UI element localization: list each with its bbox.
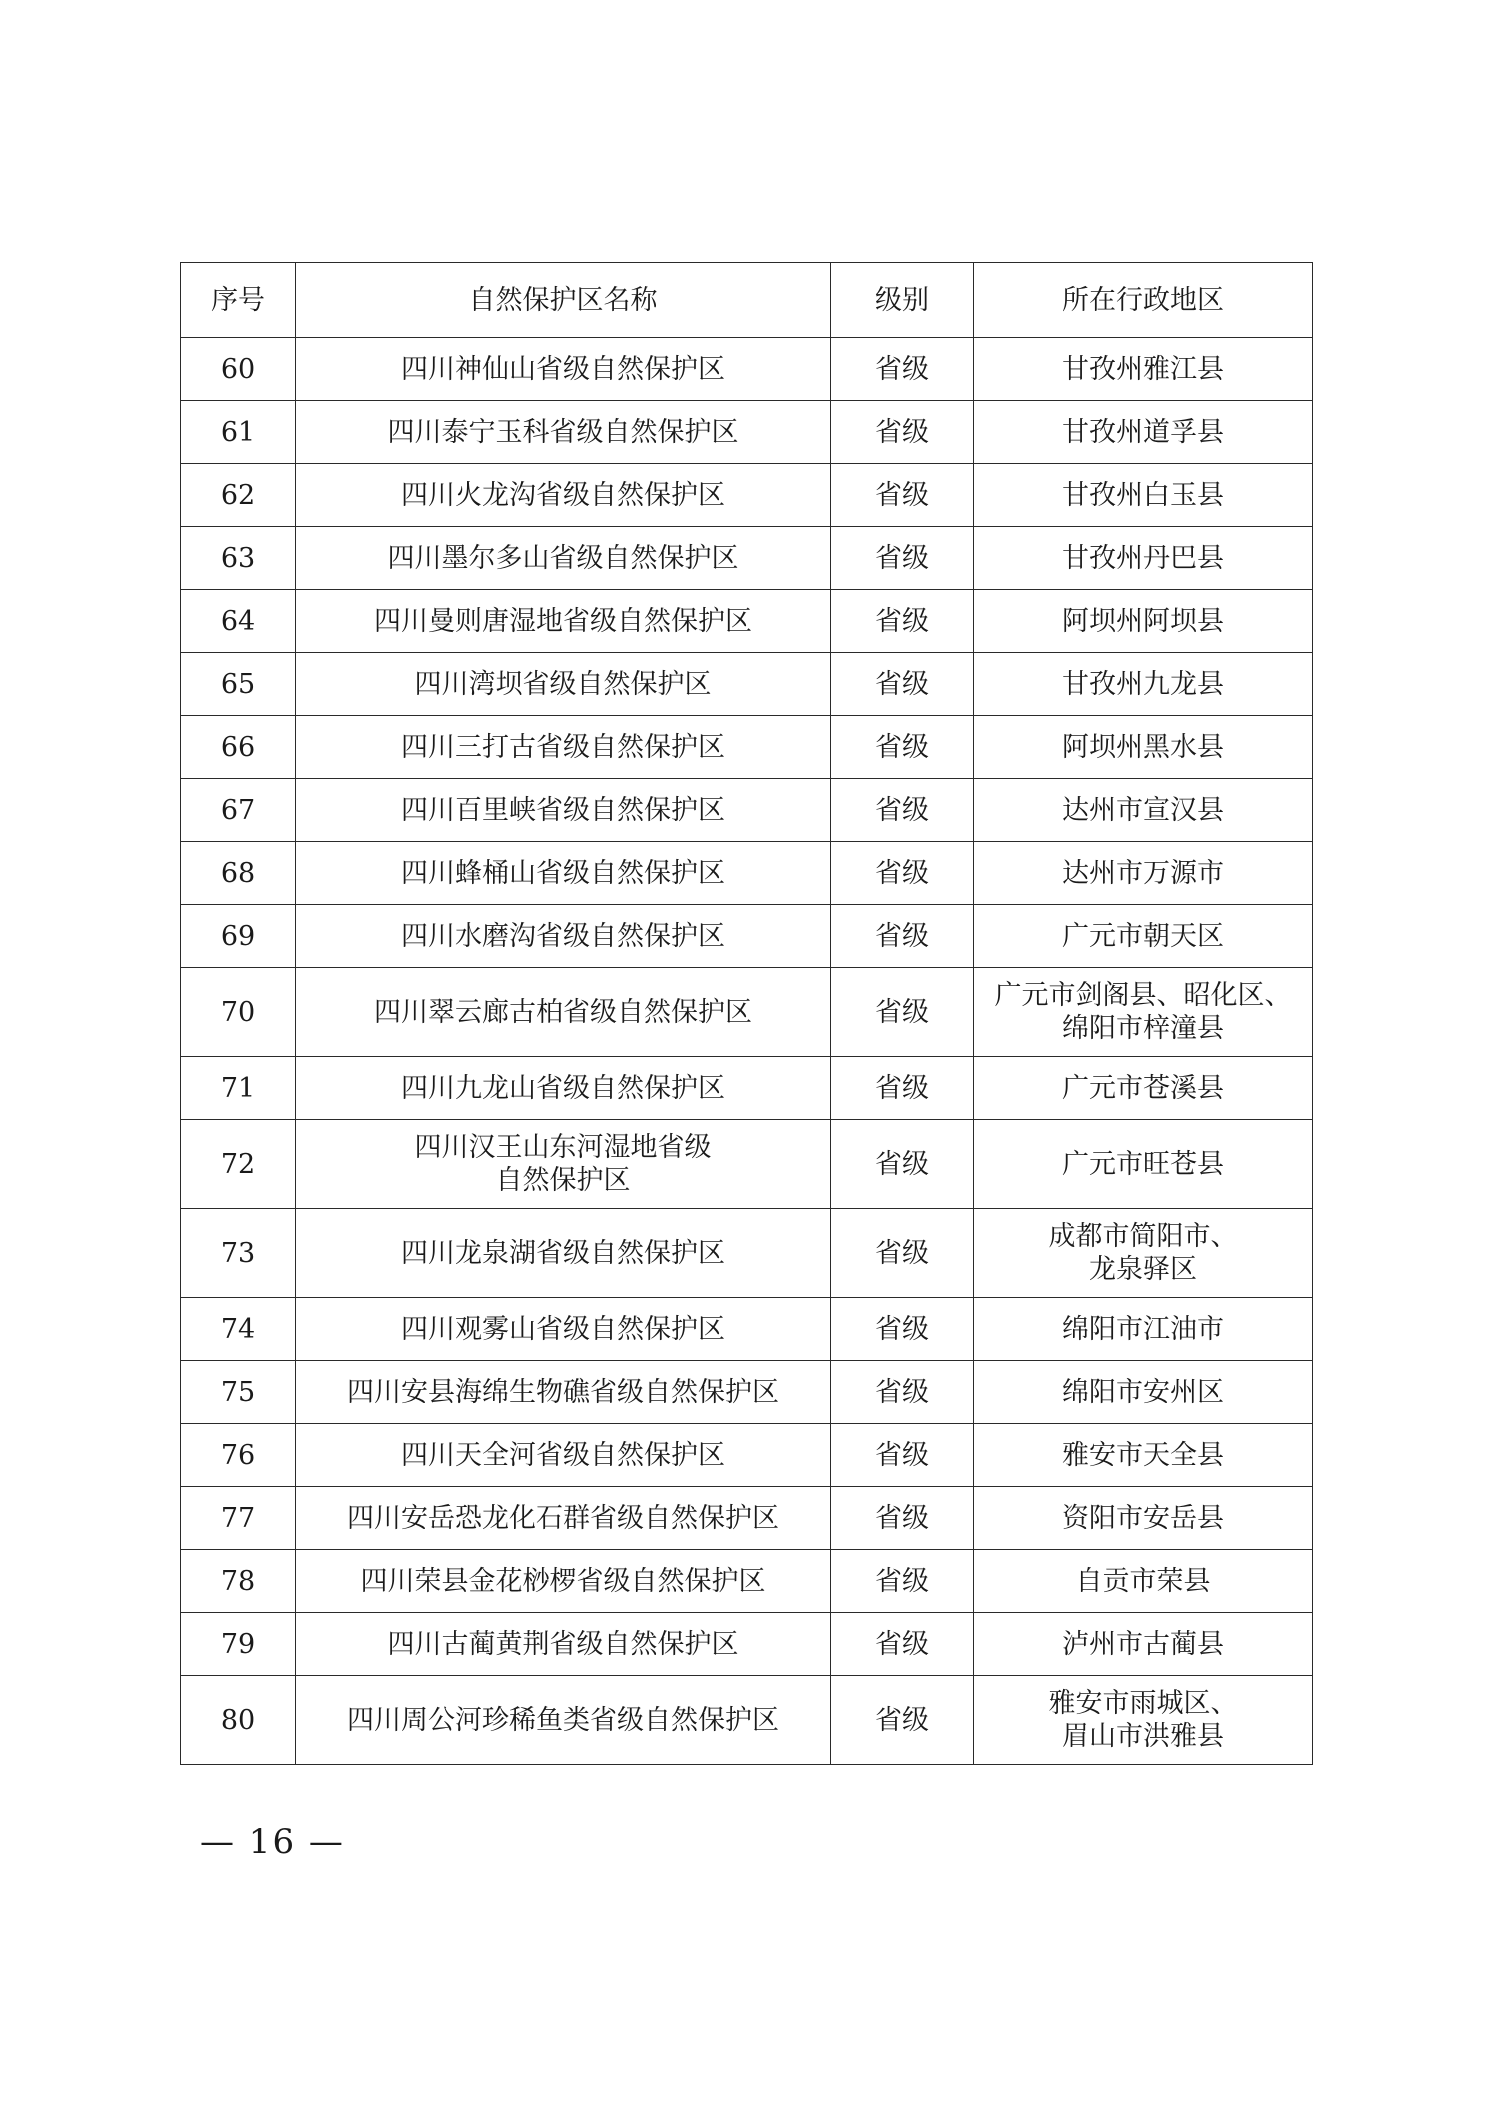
reserve-name-line: 四川神仙山省级自然保护区 xyxy=(401,353,725,385)
reserve-name-line: 四川墨尔多山省级自然保护区 xyxy=(387,542,739,574)
cell-level: 省级 xyxy=(831,401,974,464)
table-row xyxy=(181,842,1313,905)
cell-reserve-name xyxy=(296,1613,831,1676)
table-row xyxy=(181,1613,1313,1676)
cell-reserve-name xyxy=(296,968,831,1057)
cell-level: 省级 xyxy=(831,1487,974,1550)
region-line: 甘孜州道孚县 xyxy=(1062,416,1224,448)
cell-reserve-name xyxy=(296,464,831,527)
table-row xyxy=(181,779,1313,842)
region-line: 眉山市洪雅县 xyxy=(1062,1721,1224,1752)
table-row xyxy=(181,716,1313,779)
cell-level: 省级 xyxy=(831,1298,974,1361)
reserve-name-line: 四川曼则唐湿地省级自然保护区 xyxy=(374,605,752,637)
cell-serial-number: 69 xyxy=(181,905,296,968)
table-row xyxy=(181,653,1313,716)
reserve-name-line: 自然保护区 xyxy=(495,1165,631,1196)
cell-region xyxy=(974,401,1313,464)
reserve-name-line: 四川安岳恐龙化石群省级自然保护区 xyxy=(347,1502,779,1534)
table-row xyxy=(181,1361,1313,1424)
table-row xyxy=(181,968,1313,1057)
region-line: 雅安市雨城区、 xyxy=(1048,1688,1238,1719)
cell-region xyxy=(974,1361,1313,1424)
nature-reserve-table xyxy=(180,262,1313,1765)
cell-serial-number: 71 xyxy=(181,1057,296,1120)
region-line: 成都市简阳市、 xyxy=(1048,1221,1238,1252)
region-line: 阿坝州黑水县 xyxy=(1062,731,1224,763)
table-row xyxy=(181,1424,1313,1487)
cell-serial-number: 67 xyxy=(181,779,296,842)
cell-reserve-name xyxy=(296,905,831,968)
table-row xyxy=(181,1487,1313,1550)
cell-level: 省级 xyxy=(831,1550,974,1613)
reserve-name-line: 四川火龙沟省级自然保护区 xyxy=(401,479,725,511)
region-line: 雅安市天全县 xyxy=(1062,1439,1224,1471)
cell-serial-number: 75 xyxy=(181,1361,296,1424)
region-line: 广元市剑阁县、昭化区、 xyxy=(994,980,1292,1011)
cell-serial-number: 79 xyxy=(181,1613,296,1676)
table-row xyxy=(181,1676,1313,1765)
cell-level: 省级 xyxy=(831,1209,974,1298)
cell-reserve-name xyxy=(296,401,831,464)
cell-serial-number: 76 xyxy=(181,1424,296,1487)
table-row xyxy=(181,1057,1313,1120)
reserve-name-line: 四川翠云廊古柏省级自然保护区 xyxy=(374,996,752,1028)
cell-region xyxy=(974,1209,1313,1298)
reserve-name-line: 四川龙泉湖省级自然保护区 xyxy=(401,1237,725,1269)
table-row xyxy=(181,1209,1313,1298)
cell-reserve-name xyxy=(296,1361,831,1424)
cell-reserve-name xyxy=(296,1676,831,1765)
cell-region xyxy=(974,905,1313,968)
cell-reserve-name xyxy=(296,1487,831,1550)
table-row xyxy=(181,527,1313,590)
region-line: 绵阳市梓潼县 xyxy=(1062,1013,1224,1044)
cell-reserve-name xyxy=(296,1298,831,1361)
cell-reserve-name xyxy=(296,590,831,653)
cell-region xyxy=(974,1298,1313,1361)
table-row xyxy=(181,401,1313,464)
table-row xyxy=(181,338,1313,401)
cell-serial-number: 72 xyxy=(181,1120,296,1209)
reserve-name-line: 四川荣县金花桫椤省级自然保护区 xyxy=(360,1565,766,1597)
header-serial-number: 序号 xyxy=(181,263,296,338)
page-number: — 16 — xyxy=(200,1822,345,1862)
cell-reserve-name xyxy=(296,1209,831,1298)
reserve-name-line: 四川百里峡省级自然保护区 xyxy=(401,794,725,826)
region-line: 甘孜州丹巴县 xyxy=(1062,542,1224,574)
cell-reserve-name xyxy=(296,716,831,779)
table-row xyxy=(181,1120,1313,1209)
region-line: 达州市万源市 xyxy=(1062,857,1224,889)
table-row xyxy=(181,464,1313,527)
cell-level: 省级 xyxy=(831,779,974,842)
cell-region xyxy=(974,1120,1313,1209)
cell-region xyxy=(974,464,1313,527)
reserve-name-line: 四川蜂桶山省级自然保护区 xyxy=(401,857,725,889)
cell-level: 省级 xyxy=(831,1120,974,1209)
cell-level: 省级 xyxy=(831,968,974,1057)
cell-serial-number: 64 xyxy=(181,590,296,653)
cell-reserve-name xyxy=(296,1057,831,1120)
cell-reserve-name xyxy=(296,1550,831,1613)
cell-serial-number: 62 xyxy=(181,464,296,527)
cell-serial-number: 70 xyxy=(181,968,296,1057)
cell-level: 省级 xyxy=(831,1613,974,1676)
cell-level: 省级 xyxy=(831,1361,974,1424)
cell-level: 省级 xyxy=(831,527,974,590)
reserve-name-line: 四川周公河珍稀鱼类省级自然保护区 xyxy=(347,1704,779,1736)
cell-region xyxy=(974,968,1313,1057)
header-region: 所在行政地区 xyxy=(974,263,1313,338)
cell-level: 省级 xyxy=(831,464,974,527)
cell-serial-number: 60 xyxy=(181,338,296,401)
cell-reserve-name xyxy=(296,779,831,842)
cell-level: 省级 xyxy=(831,842,974,905)
cell-region xyxy=(974,1487,1313,1550)
cell-serial-number: 80 xyxy=(181,1676,296,1765)
table-body xyxy=(181,338,1313,1765)
region-line: 绵阳市安州区 xyxy=(1062,1376,1224,1408)
header-level: 级别 xyxy=(831,263,974,338)
table-row xyxy=(181,1550,1313,1613)
region-line: 达州市宣汉县 xyxy=(1062,794,1224,826)
cell-serial-number: 74 xyxy=(181,1298,296,1361)
cell-region xyxy=(974,1613,1313,1676)
reserve-name-line: 四川观雾山省级自然保护区 xyxy=(401,1313,725,1345)
cell-region xyxy=(974,653,1313,716)
table-row xyxy=(181,905,1313,968)
reserve-name-line: 四川古蔺黄荆省级自然保护区 xyxy=(387,1628,739,1660)
reserve-name-line: 四川九龙山省级自然保护区 xyxy=(401,1072,725,1104)
table-header-row xyxy=(181,263,1313,338)
cell-serial-number: 65 xyxy=(181,653,296,716)
cell-region xyxy=(974,590,1313,653)
cell-region xyxy=(974,1676,1313,1765)
cell-region xyxy=(974,1057,1313,1120)
cell-serial-number: 68 xyxy=(181,842,296,905)
cell-level: 省级 xyxy=(831,338,974,401)
cell-region xyxy=(974,1550,1313,1613)
cell-region xyxy=(974,779,1313,842)
cell-serial-number: 61 xyxy=(181,401,296,464)
reserve-name-line: 四川水磨沟省级自然保护区 xyxy=(401,920,725,952)
cell-level: 省级 xyxy=(831,653,974,716)
region-line: 泸州市古蔺县 xyxy=(1062,1628,1224,1660)
region-line: 龙泉驿区 xyxy=(1089,1254,1197,1285)
region-line: 广元市朝天区 xyxy=(1062,920,1224,952)
cell-level: 省级 xyxy=(831,716,974,779)
region-line: 广元市苍溪县 xyxy=(1062,1072,1224,1104)
reserve-name-line: 四川三打古省级自然保护区 xyxy=(401,731,725,763)
cell-level: 省级 xyxy=(831,590,974,653)
cell-level: 省级 xyxy=(831,1424,974,1487)
region-line: 甘孜州九龙县 xyxy=(1062,668,1224,700)
reserve-name-line: 四川汉王山东河湿地省级 xyxy=(414,1132,712,1163)
cell-reserve-name xyxy=(296,1424,831,1487)
cell-level: 省级 xyxy=(831,1057,974,1120)
region-line: 绵阳市江油市 xyxy=(1062,1313,1224,1345)
cell-reserve-name xyxy=(296,338,831,401)
header-reserve-name: 自然保护区名称 xyxy=(296,263,831,338)
cell-reserve-name xyxy=(296,842,831,905)
reserve-name-line: 四川安县海绵生物礁省级自然保护区 xyxy=(347,1376,779,1408)
reserve-name-line: 四川泰宁玉科省级自然保护区 xyxy=(387,416,739,448)
cell-level: 省级 xyxy=(831,905,974,968)
cell-region xyxy=(974,842,1313,905)
nature-reserve-table-container xyxy=(180,262,1312,1765)
cell-serial-number: 78 xyxy=(181,1550,296,1613)
reserve-name-line: 四川天全河省级自然保护区 xyxy=(401,1439,725,1471)
cell-region xyxy=(974,527,1313,590)
cell-serial-number: 77 xyxy=(181,1487,296,1550)
region-line: 广元市旺苍县 xyxy=(1062,1148,1224,1180)
cell-serial-number: 63 xyxy=(181,527,296,590)
cell-serial-number: 66 xyxy=(181,716,296,779)
cell-reserve-name xyxy=(296,653,831,716)
table-row xyxy=(181,1298,1313,1361)
region-line: 阿坝州阿坝县 xyxy=(1062,605,1224,637)
region-line: 自贡市荣县 xyxy=(1075,1565,1211,1597)
cell-reserve-name xyxy=(296,527,831,590)
reserve-name-line: 四川湾坝省级自然保护区 xyxy=(414,668,712,700)
cell-level: 省级 xyxy=(831,1676,974,1765)
cell-reserve-name xyxy=(296,1120,831,1209)
region-line: 甘孜州雅江县 xyxy=(1062,353,1224,385)
table-row xyxy=(181,590,1313,653)
cell-region xyxy=(974,338,1313,401)
cell-region xyxy=(974,1424,1313,1487)
region-line: 甘孜州白玉县 xyxy=(1062,479,1224,511)
region-line: 资阳市安岳县 xyxy=(1062,1502,1224,1534)
cell-region xyxy=(974,716,1313,779)
cell-serial-number: 73 xyxy=(181,1209,296,1298)
